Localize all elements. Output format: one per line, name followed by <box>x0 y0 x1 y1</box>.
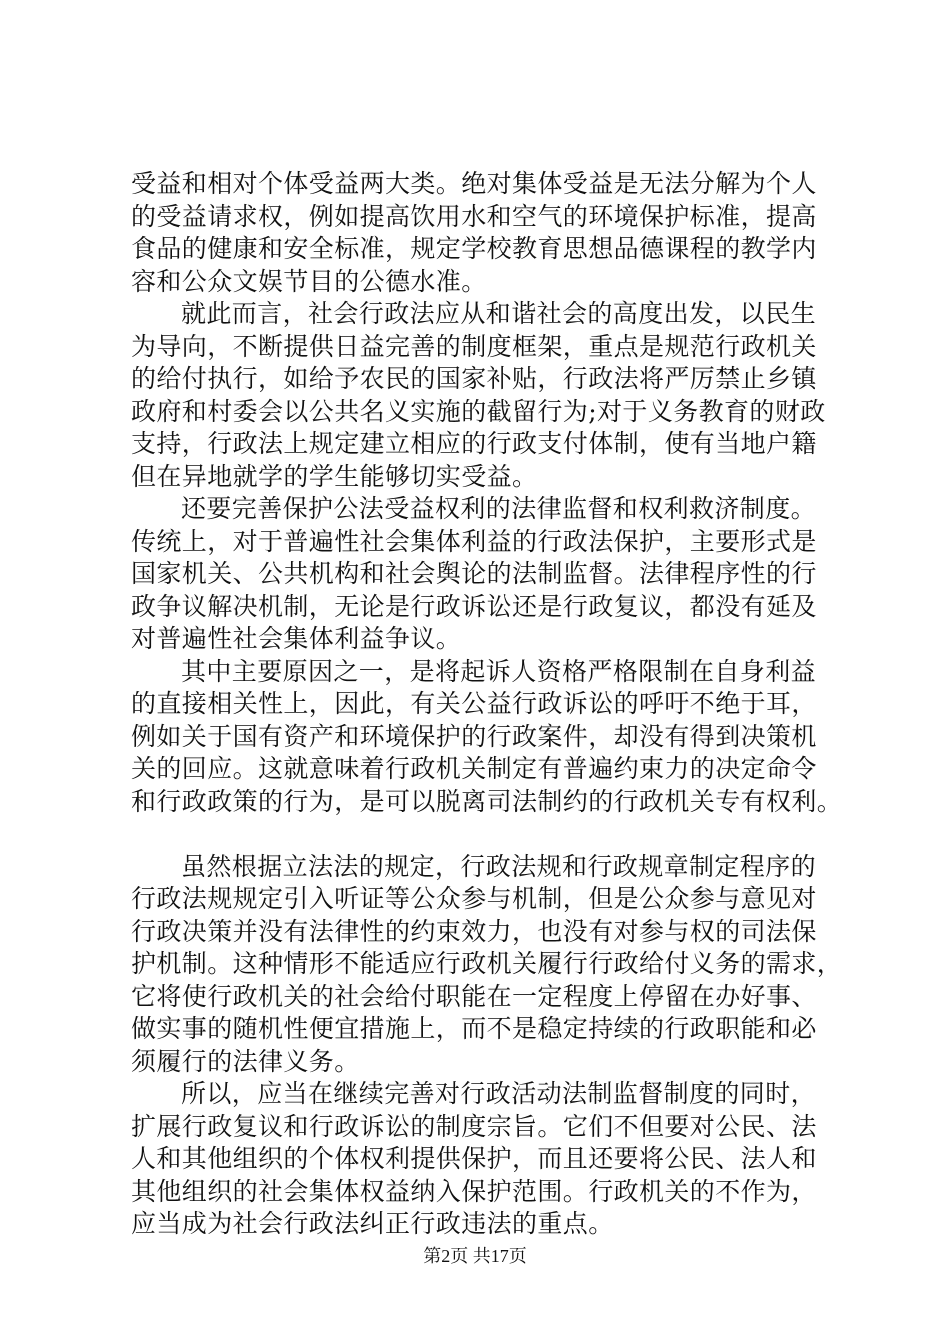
text-line: 其他组织的社会集体权益纳入保护范围。行政机关的不作为， <box>131 1176 817 1206</box>
text-line: 食品的健康和安全标准，规定学校教育思想品德课程的教学内 <box>131 234 817 263</box>
text-line: 人和其他组织的个体权利提供保护，而且还要将公民、法人和 <box>131 1144 817 1173</box>
text-line: 的受益请求权，例如提高饮用水和空气的环境保护标准，提高 <box>131 201 817 231</box>
paragraph-first-line: 还要完善保护公法受益权利的法律监督和权利救济制度。 <box>181 494 817 523</box>
text-line: 行政决策并没有法律性的约束效力，也没有对参与权的司法保 <box>131 916 817 946</box>
text-line: 行政法规规定引入听证等公众参与机制，但是公众参与意见对 <box>131 884 817 913</box>
text-line: 但在异地就学的学生能够切实受益。 <box>131 461 538 491</box>
text-line: 对普遍性社会集体利益争议。 <box>131 624 462 653</box>
text-line: 它将使行政机关的社会给付职能在一定程度上停留在办好事、 <box>131 981 817 1011</box>
paragraph-first-line: 就此而言，社会行政法应从和谐社会的高度出发，以民生 <box>181 299 817 328</box>
text-line: 的直接相关性上，因此，有关公益行政诉讼的呼吁不绝于耳， <box>131 689 817 718</box>
body-text <box>131 168 843 1241</box>
text-line: 护机制。这种情形不能适应行政机关履行行政给付义务的需求， <box>131 949 843 978</box>
text-line: 传统上，对于普遍性社会集体利益的行政法保护，主要形式是 <box>131 526 817 556</box>
paragraph-first-line: 虽然根据立法法的规定，行政法规和行政规章制定程序的 <box>181 851 817 881</box>
text-line: 做实事的随机性便宜措施上，而不是稳定持续的行政职能和必 <box>131 1014 817 1043</box>
paragraph-gap <box>131 818 831 851</box>
text-line: 须履行的法律义务。 <box>131 1046 360 1076</box>
text-line: 扩展行政复议和行政诉讼的制度宗旨。它们不但要对公民、法 <box>131 1111 817 1141</box>
text-line: 政府和村委会以公共名义实施的截留行为;对于义务教育的财政 <box>131 396 826 426</box>
text-line: 和行政政策的行为，是可以脱离司法制约的行政机关专有权利。 <box>131 786 843 816</box>
text-line: 应当成为社会行政法纠正行政违法的重点。 <box>131 1209 614 1238</box>
text-line: 受益和相对个体受益两大类。绝对集体受益是无法分解为个人 <box>131 169 817 198</box>
paragraph-first-line: 所以，应当在继续完善对行政活动法制监督制度的同时， <box>181 1079 817 1108</box>
text-line: 例如关于国有资产和环境保护的行政案件，却没有得到决策机 <box>131 721 817 751</box>
text-line: 的给付执行，如给予农民的国家补贴，行政法将严厉禁止乡镇 <box>131 364 817 393</box>
page-number-footer: 第2页 共17页 <box>423 1246 527 1266</box>
text-line: 国家机关、公共机构和社会舆论的法制监督。法律程序性的行 <box>131 559 817 588</box>
text-line: 关的回应。这就意味着行政机关制定有普遍约束力的决定命令 <box>131 754 817 783</box>
text-line: 支持，行政法上规定建立相应的行政支付体制，使有当地户籍 <box>131 429 817 458</box>
text-line: 政争议解决机制，无论是行政诉讼还是行政复议，都没有延及 <box>131 591 817 621</box>
paragraph-first-line: 其中主要原因之一，是将起诉人资格严格限制在自身利益 <box>181 656 817 686</box>
text-line: 为导向，不断提供日益完善的制度框架，重点是规范行政机关 <box>131 331 817 361</box>
text-line: 容和公众文娱节目的公德水准。 <box>131 266 487 296</box>
